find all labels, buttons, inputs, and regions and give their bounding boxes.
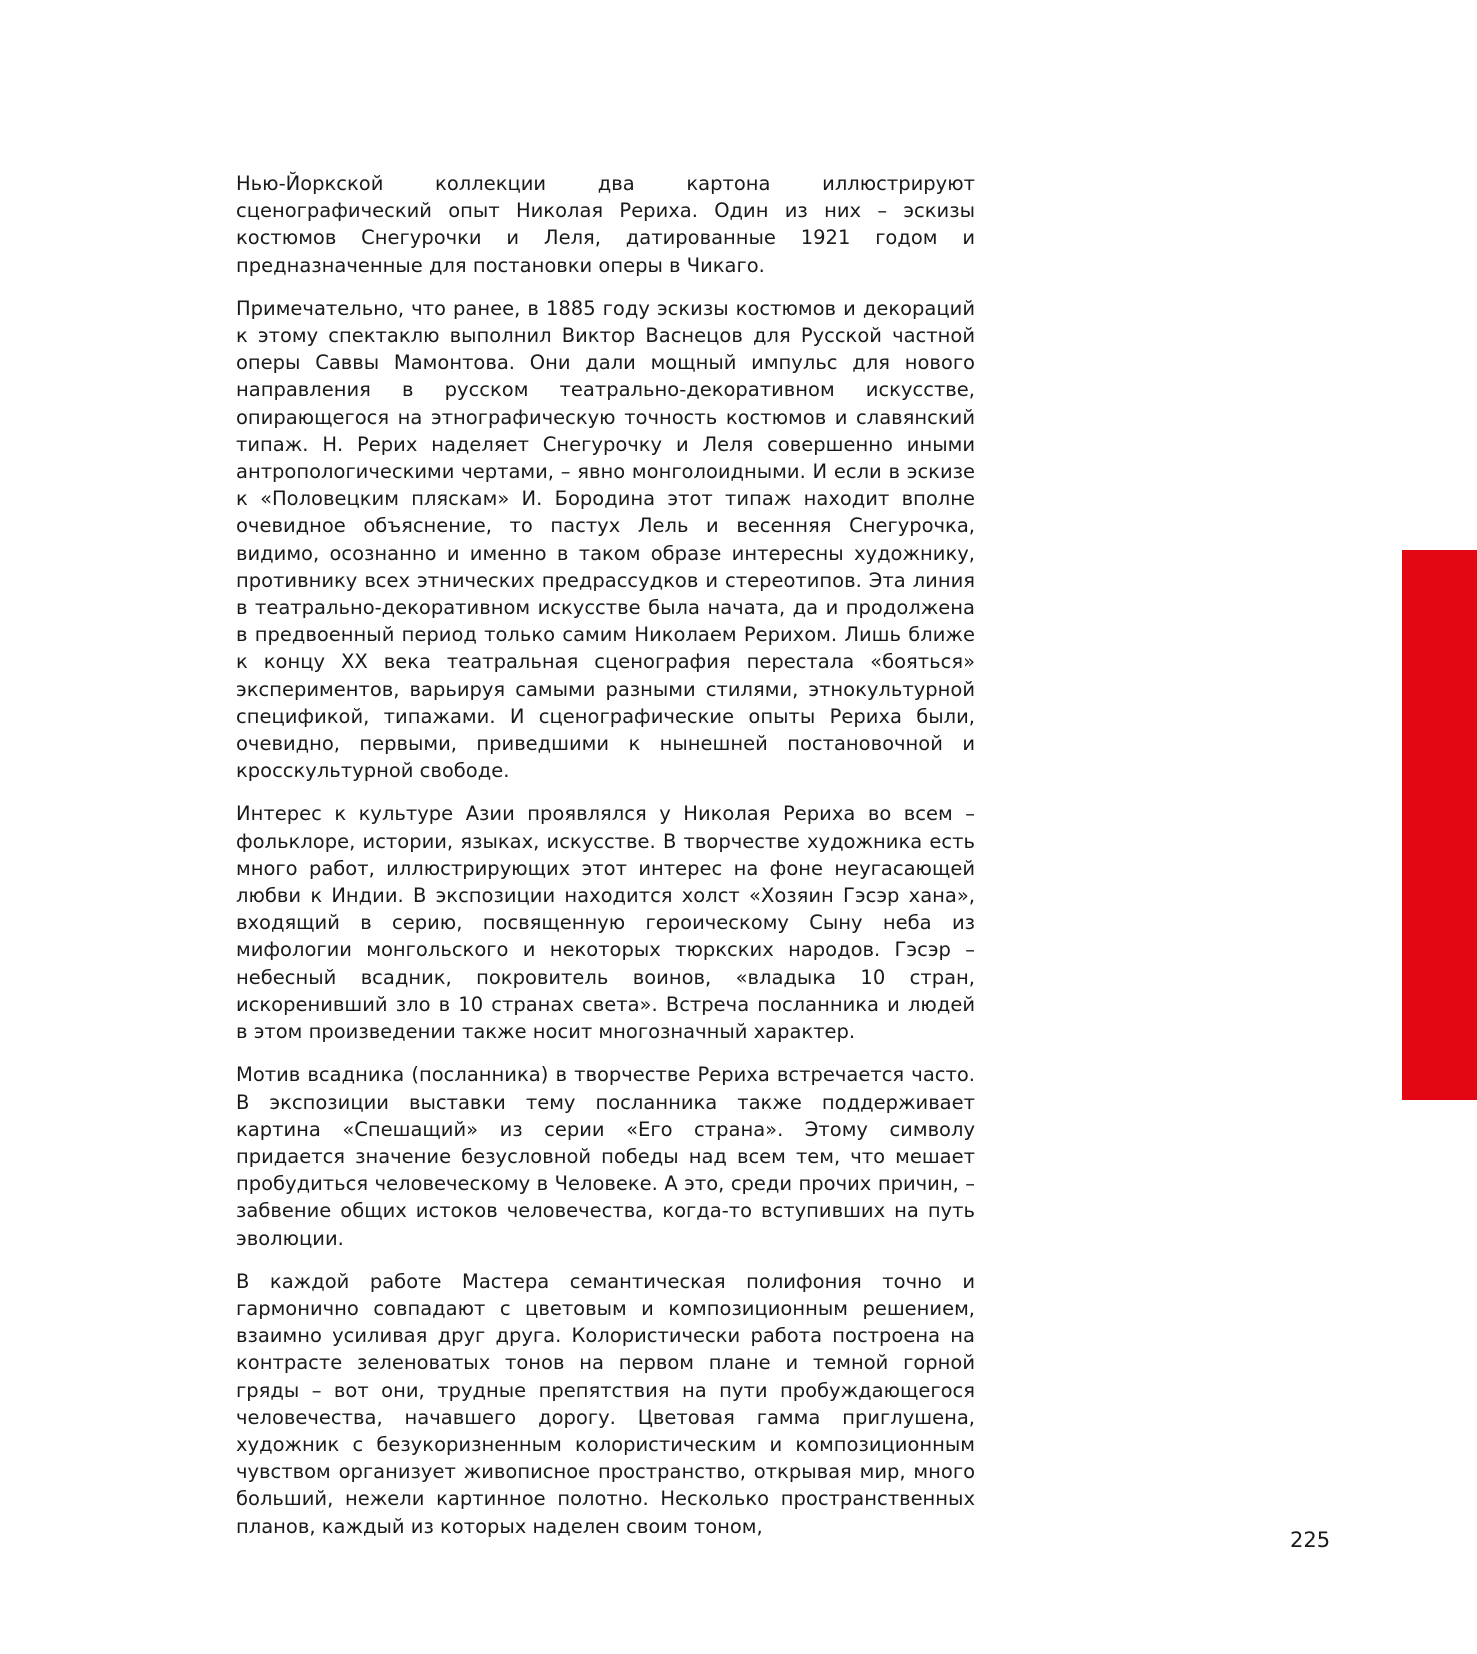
paragraph-2: Примечательно, что ранее, в 1885 году эскизы костюмов и декораций к этому спектаклю выполнил Виктор Васнецов для Русской частной оперы Саввы Мамонтова. Они дали мощный импульс для нового направления в русском театрально-декоративном искусстве, опирающегося на этнографическую точность костюмов и славянский типаж. Н. Рерих наделяет Снегурочку и Леля совершенно иными антропологическими чертами, – явно монголоидными. И если в эскизе к «Половецким пляскам» И. Бородина этот типаж находит вполне очевидное объяснение, то пастух Лель и весенняя Снегурочка, видимо, осознанно и именно в таком образе интересны художнику, противнику всех этнических предрассудков и стереотипов. Эта линия в театрально-декоративном искусстве была начата, да и продолжена в предвоенный период только самим Николаем Рерихом. Лишь ближе к концу XX века театральная сценография перестала «бояться» экспериментов, варьируя самыми разными стилями, этнокультурной спецификой, типажами. И сценографические опыты Рериха были, очевидно, первыми, приведшими к нынешней постановочной и кросскультурной свободе. xyxy=(236,296,975,783)
page-number: 225 xyxy=(1290,1528,1331,1552)
paragraph-5: В каждой работе Мастера семантическая полифония точно и гармонично совпадают с цветовым и композиционным решением, взаимно усиливая друг друга. Колористически работа построена на контрасте зеленоватых тонов на первом плане и темной горной гряды – вот они, трудные препятствия на пути пробуждающегося человечества, начавшего дорогу. Цветовая гамма приглушена, художник с безукоризненным колористическим и композиционным чувством организует живописное пространство, открывая мир, много больший, нежели картинное полотно. Несколько пространственных планов, каждый из которых наделен своим тоном, xyxy=(236,1269,975,1538)
section-color-tab xyxy=(1402,550,1477,1100)
paragraph-1: Нью-Йоркской коллекции два картона иллюстрируют сценографический опыт Николая Рериха. Один из них – эскизы костюмов Снегурочки и Леля, датированные 1921 годом и предназначенные для постановки оперы в Чикаго. xyxy=(236,172,975,277)
body-text xyxy=(236,170,975,1556)
paragraph-4: Мотив всадника (посланника) в творчестве Рериха встречается часто. В экспозиции выставки тему посланника также поддерживает картина «Спешащий» из серии «Его страна». Этому символу придается значение безусловной победы над всем тем, что мешает пробудиться человеческому в Человеке. А это, среди прочих причин, – забвение общих истоков человечества, когда-то вступивших на путь эволюции. xyxy=(236,1063,975,1250)
paragraph-3: Интерес к культуре Азии проявлялся у Николая Рериха во всем – фольклоре, истории, языках, искусстве. В творчестве художника есть много работ, иллюстрирующих этот интерес на фоне неугасающей любви к Индии. В экспозиции находится холст «Хозяин Гэсэр хана», входящий в серию, посвященную героическому Сыну неба из мифологии монгольского и некоторых тюркских народов. Гэсэр – небесный всадник, покровитель воинов, «владыка 10 стран, искоренивший зло в 10 странах света». Встреча посланника и людей в этом произведении также носит многозначный характер. xyxy=(236,802,975,1044)
